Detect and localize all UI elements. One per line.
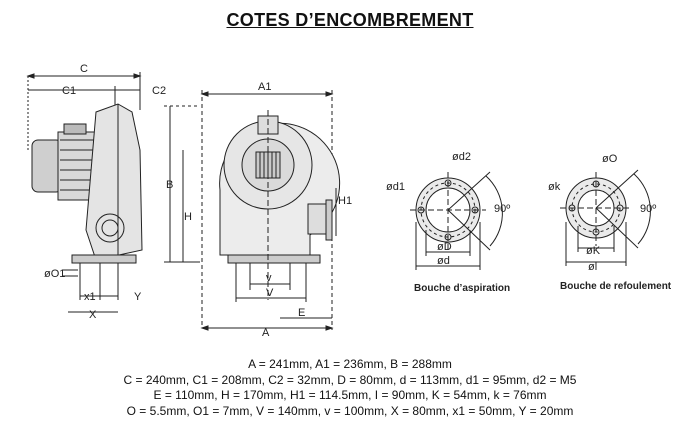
dimension-specs [0,357,700,419]
dim-x1-label: x1 [84,291,96,303]
dim-e-label: E [298,307,306,319]
dim-O-label: øO [602,153,618,165]
spec-line: E = 110mm, H = 170mm, H1 = 114.5mm, I = 90mm, K = 54mm, k = 76mm [153,388,547,402]
dim-c1-label: C1 [62,85,77,97]
dim-b-label: B [166,179,174,191]
outlet-angle-label: 90º [640,203,657,215]
dim-a1-label: A1 [258,81,272,93]
dim-d1-label: ød1 [386,181,405,193]
dim-o1-label: øO1 [44,268,66,280]
spec-line: O = 5.5mm, O1 = 7mm, V = 140mm, v = 100mm, X = 80mm, x1 = 50mm, Y = 20mm [126,403,574,418]
front-view [164,90,340,330]
dim-v-large-label: V [266,287,274,299]
dim-d-label: ød [437,255,450,267]
dim-K-label: øK [586,245,601,257]
dim-y-label: Y [134,291,142,303]
dim-c2-label: C2 [152,85,167,97]
inlet-angle-label: 90º [494,203,511,215]
spec-line: C = 240mm, C1 = 208mm, C2 = 32mm, D = 80mm, d = 113mm, d1 = 95mm, d2 = M5 [123,372,577,387]
dim-x-label: X [89,309,97,321]
dim-a-label: A [262,327,270,339]
page-title: COTES D’ENCOMBREMENT [226,10,474,30]
inlet-caption: Bouche d’aspiration [414,283,511,294]
dim-k-label: øk [548,181,561,193]
spec-line: A = 241mm, A1 = 236mm, B = 288mm [248,357,452,371]
dim-d2-label: ød2 [452,151,471,163]
dim-h1-label: H1 [338,195,353,207]
dim-h-label: H [184,211,192,223]
outlet-caption: Bouche de refoulement [560,281,672,292]
dim-l-label: øl [588,261,598,273]
dim-c-label: C [80,63,88,75]
outlet-flange-diagram [560,170,650,266]
dim-D-label: øD [437,241,452,253]
inlet-flange-diagram [410,172,502,270]
dim-v-small-label: v [266,272,272,284]
